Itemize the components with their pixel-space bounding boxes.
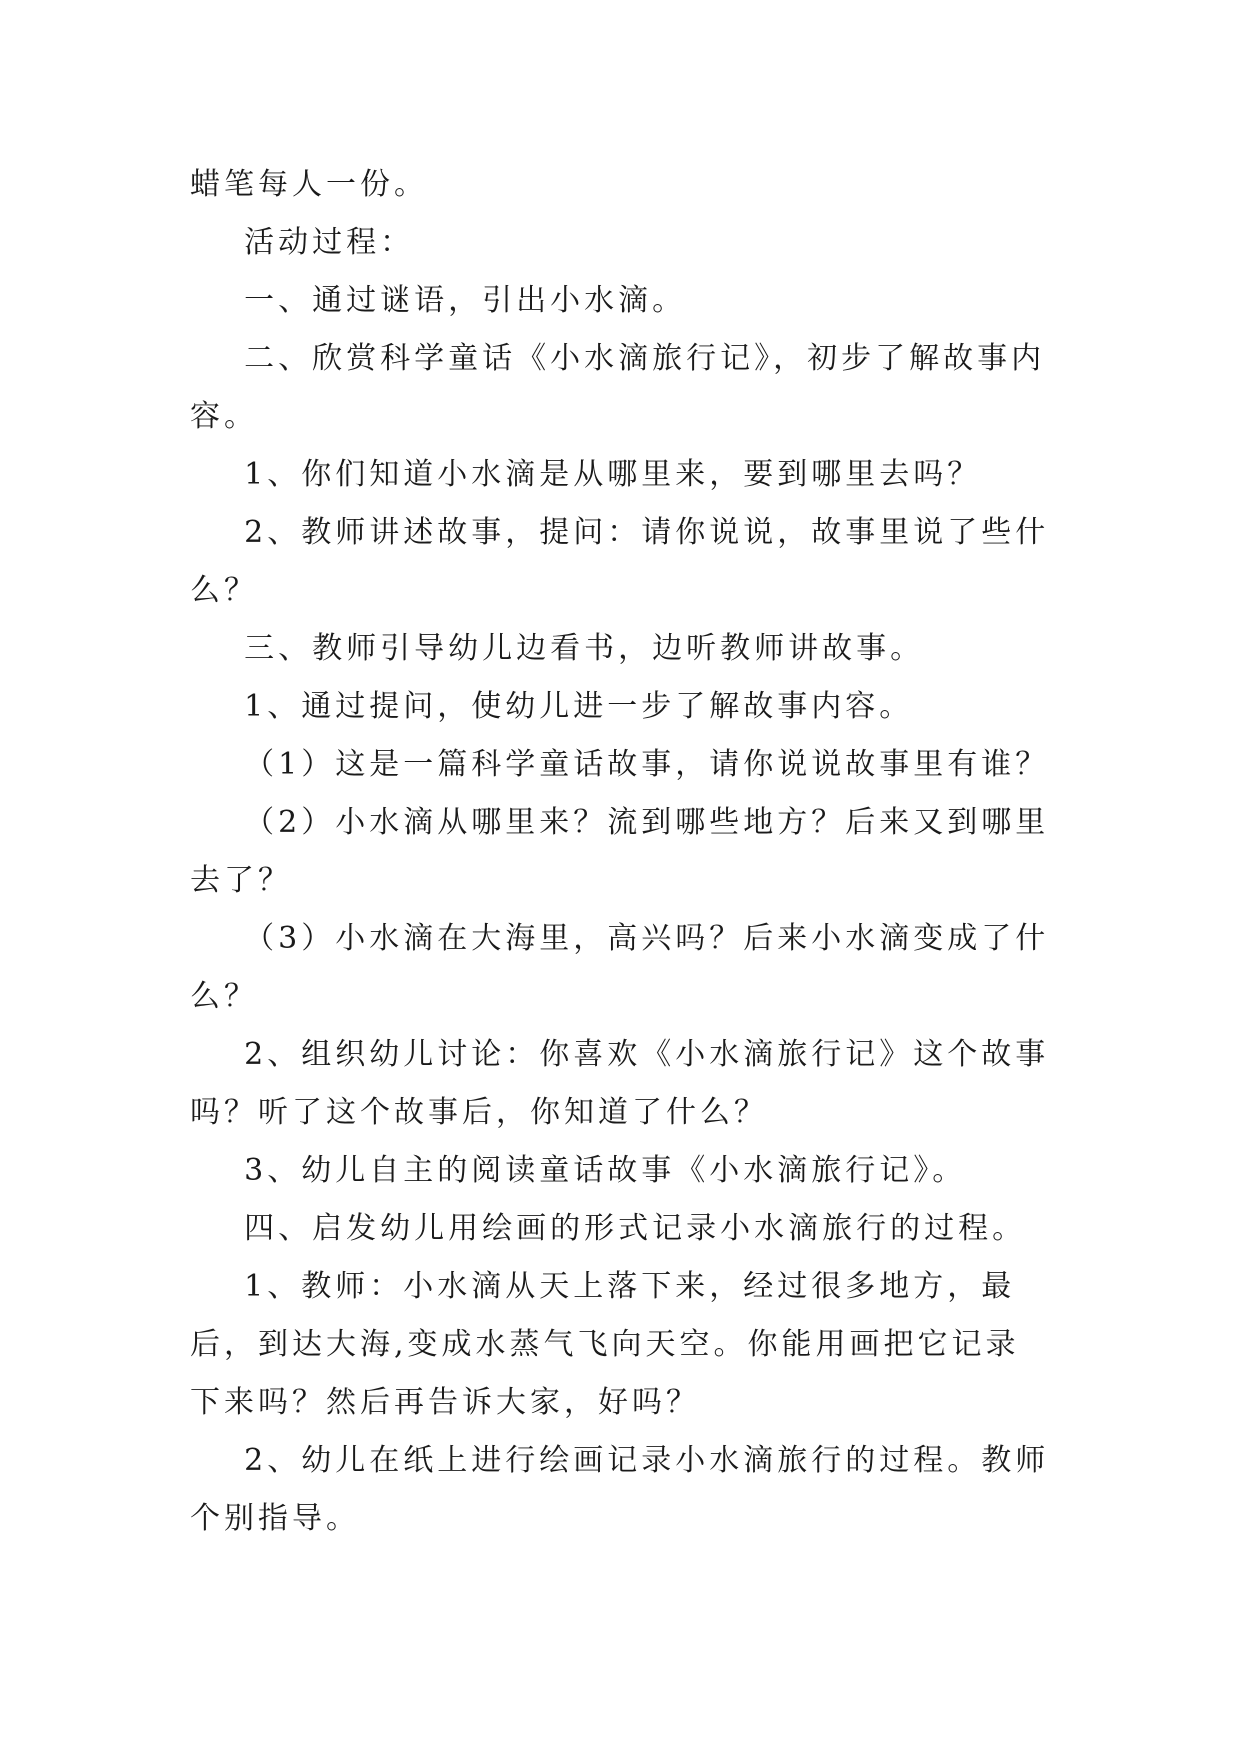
- paragraph: 四、启发幼儿用绘画的形式记录小水滴旅行的过程。: [190, 1211, 1027, 1246]
- paragraph: 2、幼儿在纸上进行绘画记录小水滴旅行的过程。教师个别指导。: [190, 1443, 1050, 1536]
- paragraph: （3）小水滴在大海里，高兴吗？后来小水滴变成了什么？: [190, 921, 1050, 1014]
- paragraph: 1、教师：小水滴从天上落下来，经过很多地方，最后，到达大海,变成水蒸气飞向天空。你能用画把它记录下来吗？然后再告诉大家，好吗？: [190, 1269, 1020, 1420]
- document-body: [190, 156, 1050, 1548]
- paragraph: 2、教师讲述故事，提问：请你说说，故事里说了些什么？: [190, 515, 1050, 608]
- paragraph: 1、通过提问，使幼儿进一步了解故事内容。: [190, 689, 914, 724]
- paragraph: 3、幼儿自主的阅读童话故事《小水滴旅行记》。: [190, 1153, 967, 1188]
- paragraph: 三、教师引导幼儿边看书，边听教师讲故事。: [190, 631, 925, 666]
- paragraph: （2）小水滴从哪里来？流到哪些地方？后来又到哪里去了？: [190, 805, 1050, 898]
- paragraph: （1）这是一篇科学童话故事，请你说说故事里有谁？: [190, 747, 1050, 782]
- paragraph: 2、组织幼儿讨论：你喜欢《小水滴旅行记》这个故事吗？听了这个故事后，你知道了什么？: [190, 1037, 1050, 1130]
- paragraph: 活动过程：: [190, 225, 415, 260]
- paragraph: 蜡笔每人一份。: [190, 167, 428, 202]
- paragraph: 二、欣赏科学童话《小水滴旅行记》，初步了解故事内容。: [190, 341, 1046, 434]
- paragraph: 1、你们知道小水滴是从哪里来，要到哪里去吗？: [190, 457, 982, 492]
- paragraph: 一、通过谜语，引出小水滴。: [190, 283, 687, 318]
